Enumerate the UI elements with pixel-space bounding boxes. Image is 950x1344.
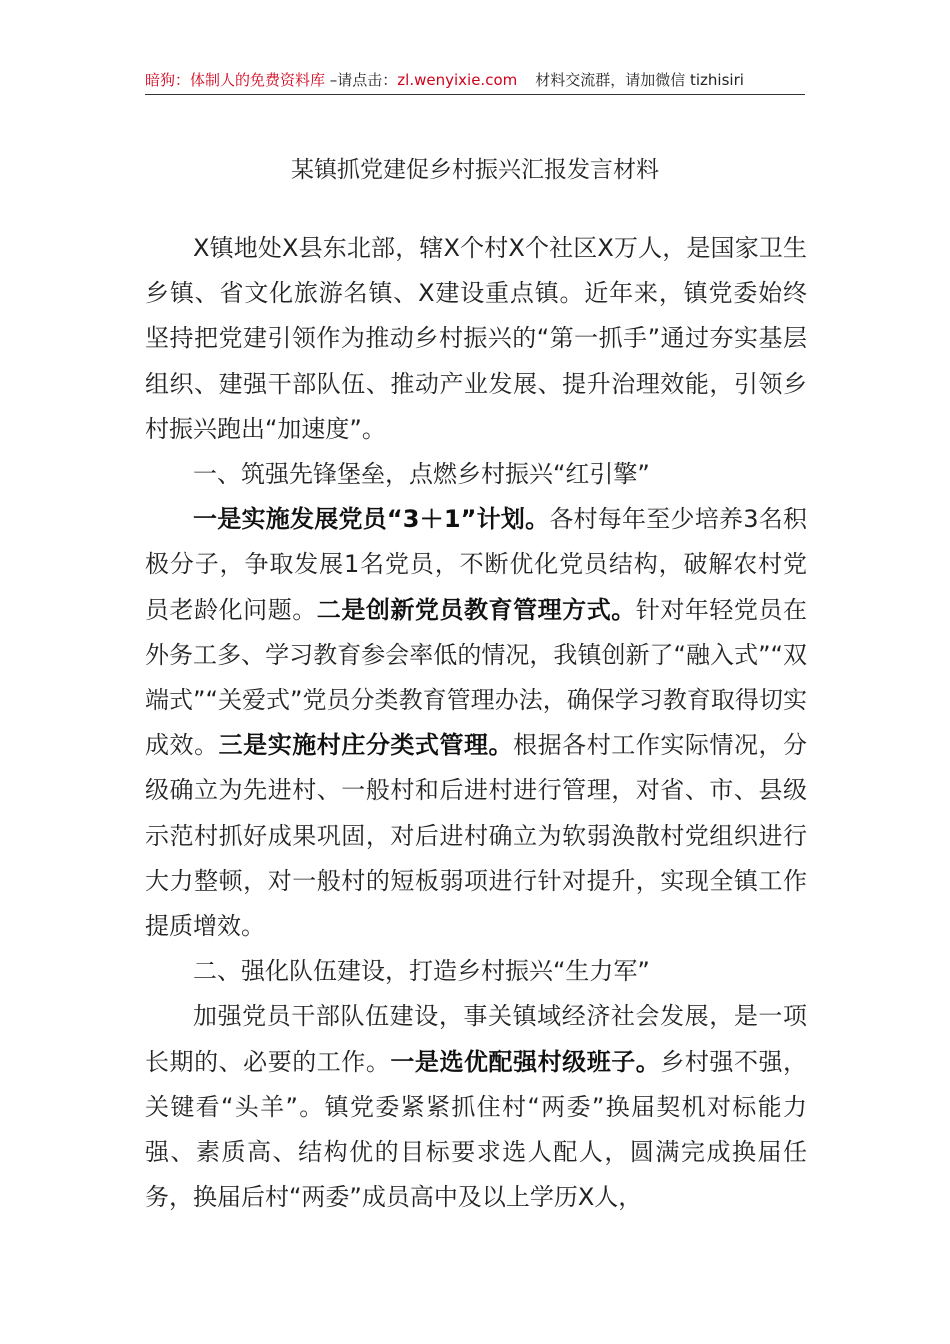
s1-point3-text: 根据各村工作实际情况，分级确立为先进村、一般村和后进村进行管理，对省、市、县级示范村抓好成果巩固，对后进村确立为软弱涣散村党组织进行大力整顿，对一般村的短板弱项进行针对提升，实现全镇工作提质增效。 xyxy=(145,731,808,941)
document-body xyxy=(145,226,807,1220)
section-1-heading: 一、筑强先锋堡垒，点燃乡村振兴“红引擎” xyxy=(193,460,650,489)
header-contact: 材料交流群，请加微信 tizhisiri xyxy=(535,71,744,89)
header-separator: –请点击： xyxy=(325,71,398,89)
s2-point1-text: 乡村强不强，关键看“头羊”。镇党委紧紧抓住村“两委”换届契机对标能力强、素质高、结构优的目标要求选人配人，圆满完成换届任务，换届后村“两委”成员高中及以上学历X人， xyxy=(145,1047,808,1212)
header-brand: 暗狗：体制人的免费资料库 xyxy=(145,71,326,89)
section-2-heading: 二、强化队伍建设，打造乡村振兴“生力军” xyxy=(193,957,650,986)
page-header xyxy=(145,66,805,95)
intro-paragraph: X镇地处X县东北部，辖X个村X个社区X万人，是国家卫生乡镇、省文化旅游名镇、X建设重点镇。近年来，镇党委始终坚持把党建引领作为推动乡村振兴的“第一抓手”通过夯实基层组织、建强干部队伍、推动产业发展、提升治理效能，引领乡村振兴跑出“加速度”。 xyxy=(145,234,807,443)
section-1-paragraph xyxy=(145,497,807,949)
s2-intro-text: 加强党员干部队伍建设，事关镇域经济社会发展，是一项长期的、必要的工作。 xyxy=(145,1002,807,1076)
header-url-link[interactable]: zl.wenyixie.com xyxy=(397,71,518,89)
s1-point1-text: 各村每年至少培养3名积极分子，争取发展1名党员，不断优化党员结构，破解农村党员老龄化问题。 xyxy=(145,505,807,624)
s2-point1-heading: 一是选优配强村级班子。 xyxy=(390,1047,661,1076)
document-title: 某镇抓党建促乡村振兴汇报发言材料 xyxy=(291,157,659,183)
s1-point2-text: 针对年轻党员在外务工多、学习教育参会率低的情况，我镇创新了“融入式”“双端式”“关爱式”党员分类教育管理办法，确保学习教育取得切实成效。 xyxy=(145,595,808,760)
s1-point1-heading: 一是实施发展党员“3＋1”计划。 xyxy=(193,505,550,534)
s1-point3-heading: 三是实施村庄分类式管理。 xyxy=(218,731,514,760)
section-2-paragraph xyxy=(145,994,807,1220)
s1-point2-heading: 二是创新党员教育管理方式。 xyxy=(316,595,636,624)
